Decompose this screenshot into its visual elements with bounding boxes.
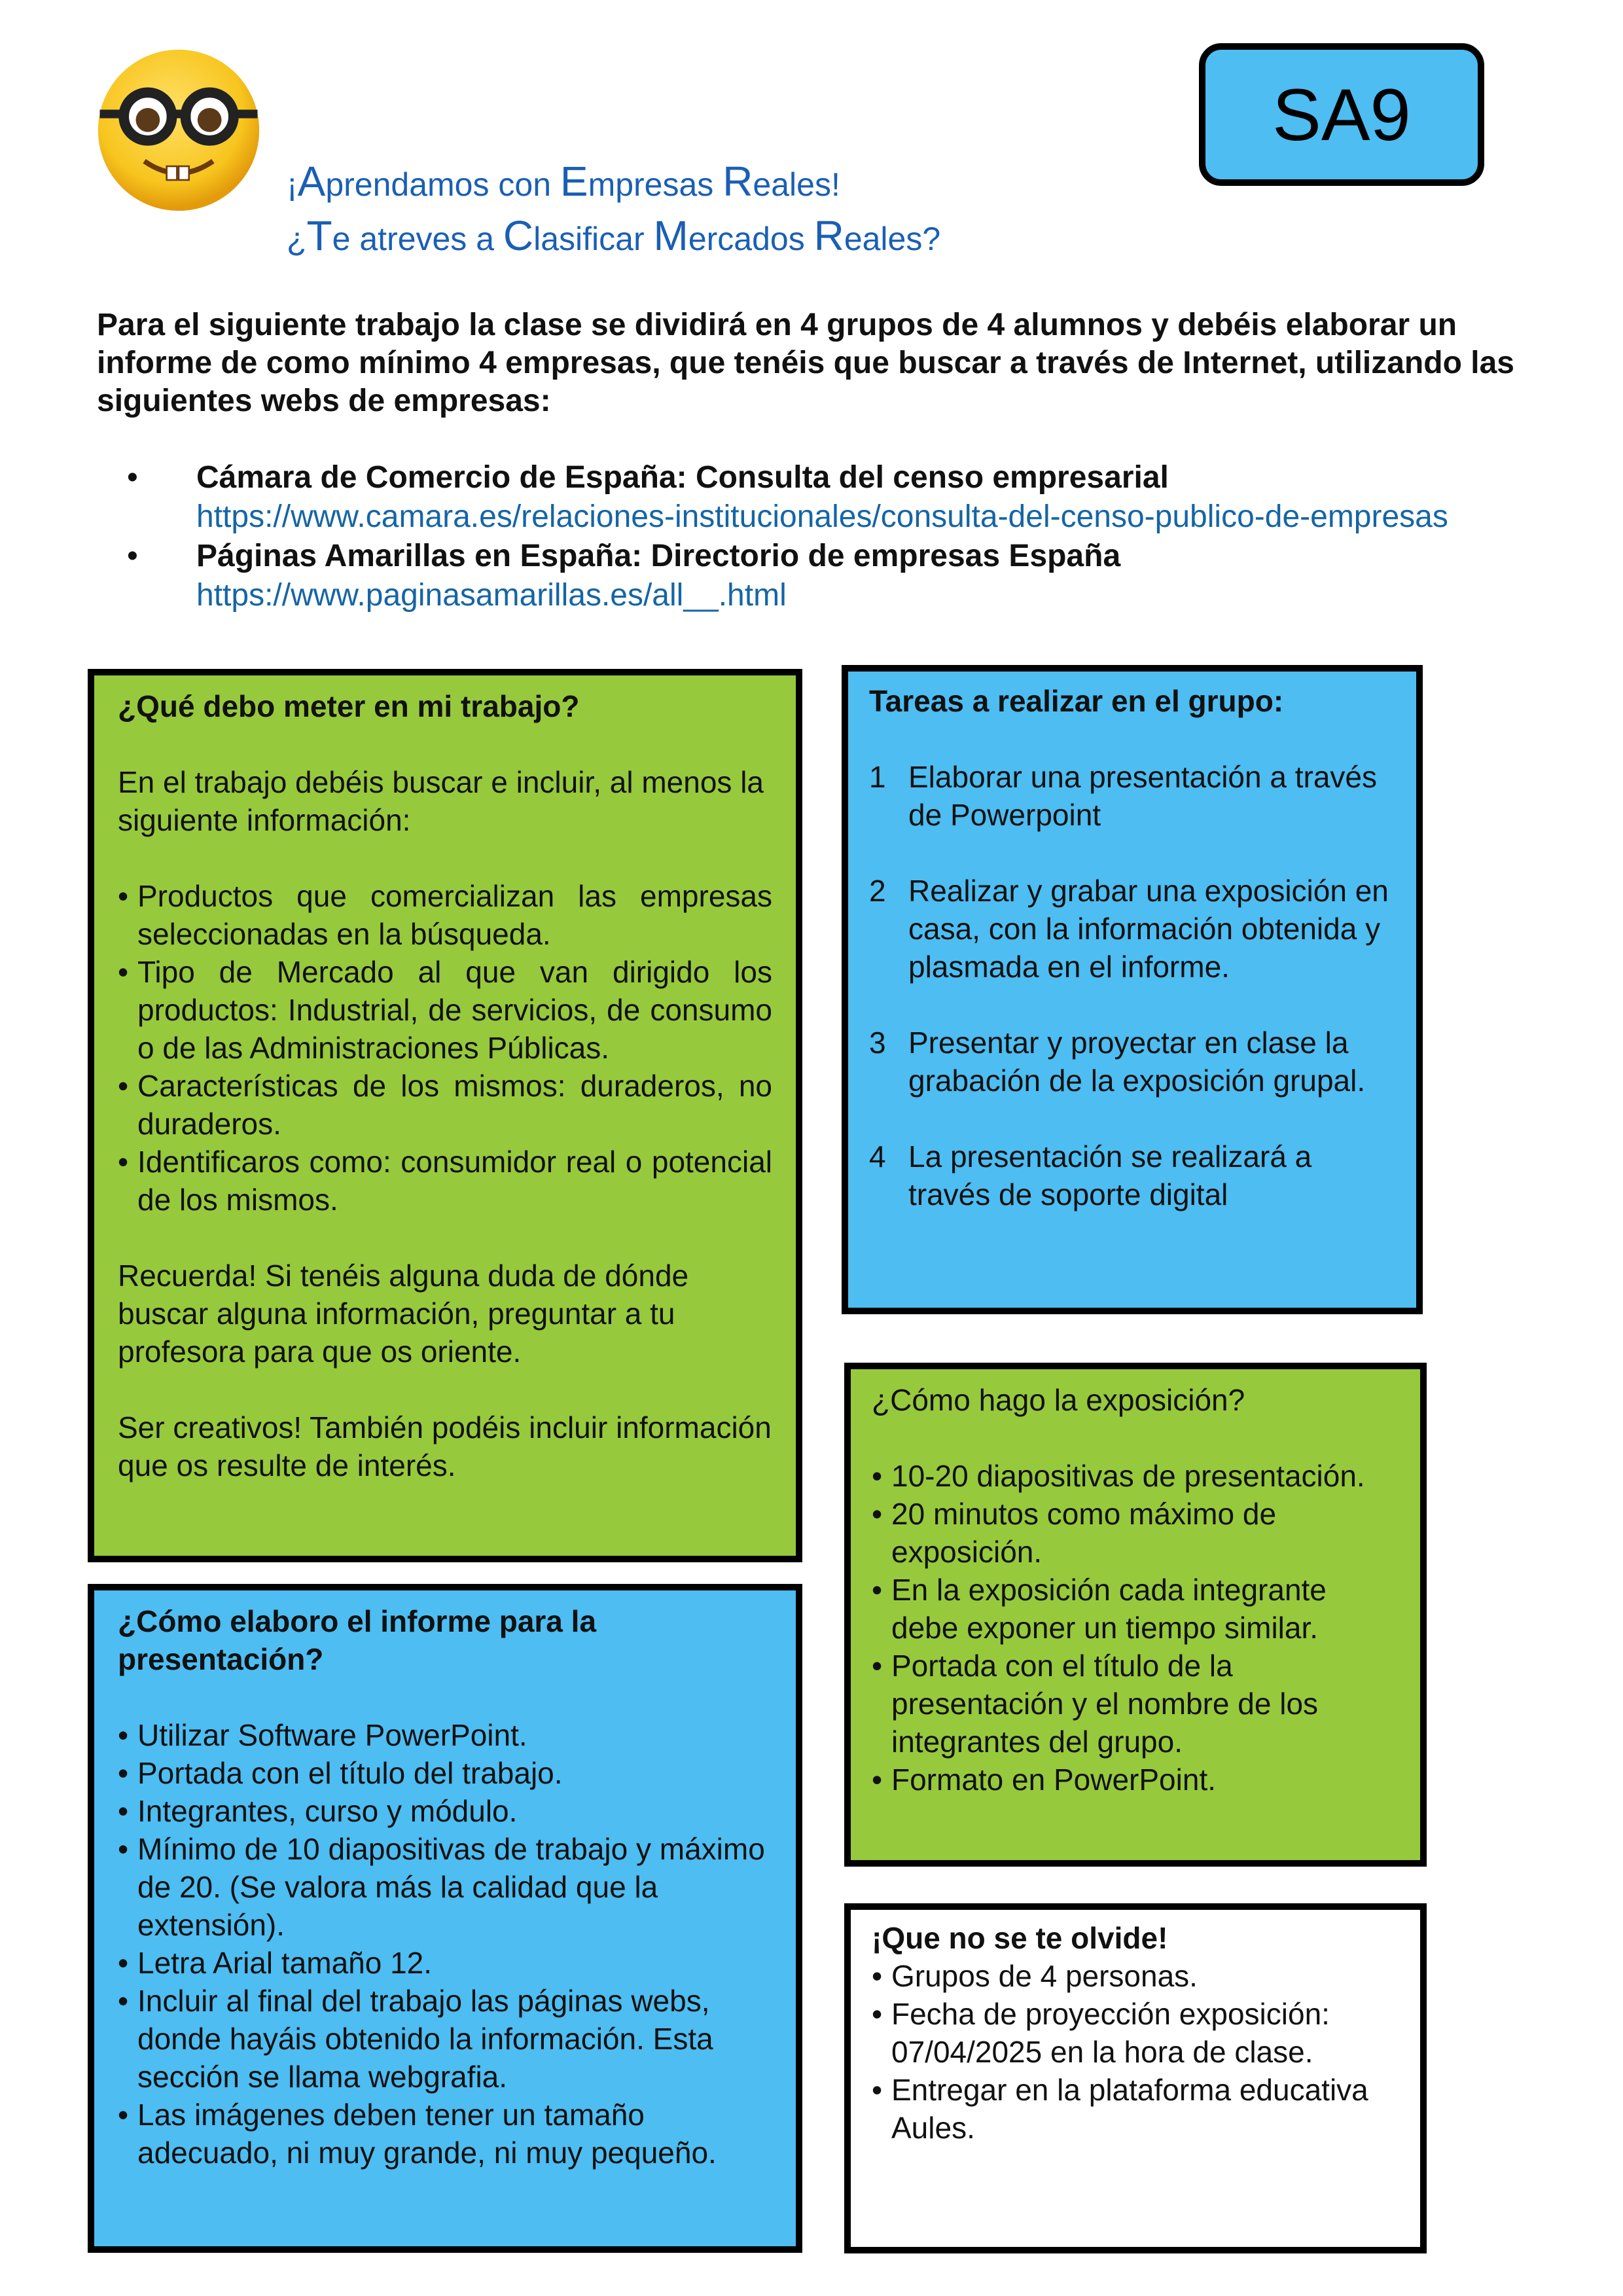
box-title: ¿Qué debo meter en mi trabajo? [118, 689, 580, 723]
task-item: 2 Realizar y grabar una exposición en casa, con la información obtenida y plasmada en el informe. [869, 874, 1389, 984]
tareas-box [842, 665, 1423, 1314]
title-line-2: ¿Te atreves a Clasificar Mercados Reales? [287, 212, 941, 259]
list-item: • Letra Arial tamaño 12. [118, 1944, 772, 1982]
list-item: • Tipo de Mercado al que van dirigido los productos: Industrial, de servicios, de consumo o de las Administraciones Públicas. [118, 953, 772, 1067]
intro-paragraph: Para el siguiente trabajo la clase se dividirá en 4 grupos de 4 alumnos y debéis elaborar un informe de como mínimo 4 empresas, que tenéis que buscar a través de Internet, utilizando las siguientes webs de empresas: [97, 308, 1514, 418]
list-item: • Productos que comercializan las empresas seleccionadas en la búsqueda. [118, 877, 772, 953]
list-item: • 20 minutos como máximo de exposición. [872, 1495, 1399, 1571]
paginas-amarillas-link[interactable]: https://www.paginasamarillas.es/all__.html [196, 578, 787, 613]
list-item: • Utilizar Software PowerPoint. [118, 1716, 772, 1754]
list-item: • Portada con el título del trabajo. [118, 1754, 772, 1792]
box-title: ¡Que no se te olvide! [872, 1921, 1168, 1955]
list-item: • Portada con el título de la presentación y el nombre de los integrantes del grupo. [872, 1647, 1399, 1761]
title-line-1: ¡Aprendamos con Empresas Reales! [287, 158, 840, 205]
task-item: 3 Presentar y proyectar en clase la grabación de la exposición grupal. [869, 1026, 1366, 1098]
list-item: • En la exposición cada integrante debe exponer un tiempo similar. [872, 1571, 1399, 1647]
task-item: 4 La presentación se realizará a través de soporte digital [869, 1139, 1312, 1211]
list-item: • Características de los mismos: duraderos, no duraderos. [118, 1067, 772, 1143]
list-item: • Identificaros como: consumidor real o potencial de los mismos. [118, 1143, 772, 1219]
list-item: • Fecha de proyección exposición: 07/04/2025 en la hora de clase. [872, 1995, 1399, 2071]
trabajo-box [88, 669, 802, 1562]
box-title: ¿Cómo hago la exposición? [872, 1383, 1245, 1417]
list-item: • Incluir al final del trabajo las páginas webs, donde hayáis obtenido la información. Esta sección se llama webgrafia. [118, 1982, 772, 2096]
link-item [127, 537, 1538, 615]
list-item: • Mínimo de 10 diapositivas de trabajo y máximo de 20. (Se valora más la calidad que la extensión). [118, 1830, 772, 1944]
list-item: • Las imágenes deben tener un tamaño adecuado, ni muy grande, ni muy pequeño. [118, 2096, 772, 2172]
informe-box [88, 1584, 802, 2253]
link-name: Páginas Amarillas en España: Directorio de empresas España [196, 539, 1121, 573]
exposicion-box [844, 1363, 1427, 1867]
reminder-text: Recuerda! Si tenéis alguna duda de dónde buscar alguna información, preguntar a tu profesora para que os oriente. [118, 1259, 689, 1369]
closing-text: Ser creativos! También podéis incluir información que os resulte de interés. [118, 1410, 772, 1482]
camara-link[interactable]: https://www.camara.es/relaciones-institucionales/consulta-del-censo-publico-de-empresas [196, 499, 1448, 534]
link-item [127, 458, 1538, 537]
task-item: 1 Elaborar una presentación a través de Powerpoint [869, 760, 1377, 832]
bullet-icon: • [127, 460, 138, 495]
list-item: • Entregar en la plataforma educativa Aules. [872, 2071, 1399, 2147]
box-title: Tareas a realizar en el grupo: [869, 684, 1284, 718]
box-title: ¿Cómo elaboro el informe para la presentación? [118, 1604, 597, 1676]
list-item: • Grupos de 4 personas. [872, 1957, 1399, 1995]
list-item: • Formato en PowerPoint. [872, 1761, 1399, 1799]
session-badge: SA9 [1199, 43, 1484, 186]
company-links-list [127, 458, 1538, 615]
bullet-icon: • [127, 539, 138, 573]
list-item: • 10-20 diapositivas de presentación. [872, 1457, 1399, 1495]
olvide-box [844, 1903, 1427, 2253]
nerd-face-emoji-icon [93, 45, 264, 216]
list-item: • Integrantes, curso y módulo. [118, 1792, 772, 1830]
page-title [287, 156, 940, 264]
link-name: Cámara de Comercio de España: Consulta del censo empresarial [196, 460, 1169, 495]
box-intro: En el trabajo debéis buscar e incluir, al menos la siguiente información: [118, 765, 764, 837]
